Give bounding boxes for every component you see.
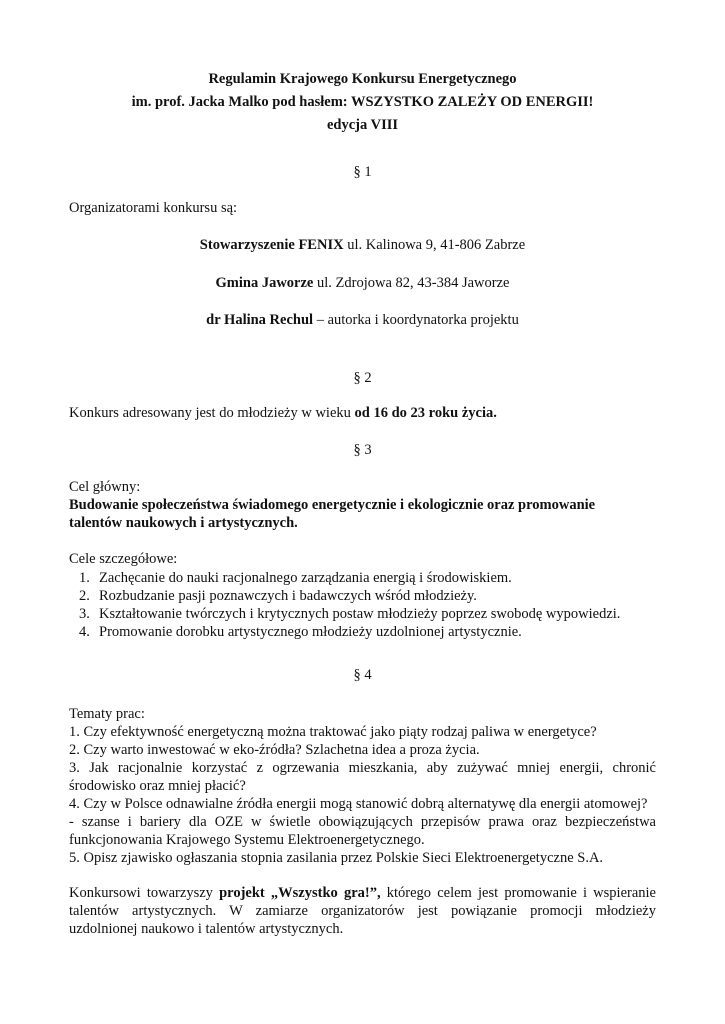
main-goal-label: Cel główny: bbox=[69, 479, 141, 495]
section-2-mark: § 2 bbox=[353, 370, 372, 386]
section-4-mark: § 4 bbox=[353, 667, 372, 683]
organizer-jaworze: Gmina Jaworze ul. Zdrojowa 82, 43-384 Jaworze bbox=[215, 275, 510, 291]
list-item: 4. Promowanie dorobku artystycznego młodzieży uzdolnionej artystycznie. bbox=[79, 624, 522, 640]
closing-line-3: uzdolnionej naukowo i talentów artystycznych. bbox=[69, 921, 344, 937]
main-goal-line-2: talentów naukowych i artystycznych. bbox=[69, 515, 298, 531]
topic-3-line-2: środowisko oraz mniej płacić? bbox=[69, 778, 246, 794]
section-3-mark: § 3 bbox=[353, 442, 372, 458]
topic-2: 2. Czy warto inwestować w eko-źródła? Szlachetna idea a proza życia. bbox=[69, 742, 480, 758]
detailed-goals-list bbox=[69, 569, 656, 641]
organizer-fenix: Stowarzyszenie FENIX ul. Kalinowa 9, 41-806 Zabrze bbox=[199, 237, 526, 253]
detailed-goals-label: Cele szczegółowe: bbox=[69, 551, 178, 567]
audience-text: Konkurs adresowany jest do młodzieży w wieku od 16 do 23 roku życia. bbox=[69, 405, 497, 421]
organizers-intro: Organizatorami konkursu są: bbox=[69, 200, 238, 216]
list-item: 1. Zachęcanie do nauki racjonalnego zarządzania energią i środowiskiem. bbox=[79, 570, 512, 586]
topic-5: 5. Opisz zjawisko ogłaszania stopnia zasilania przez Polskie Sieci Elektroenergetyczne S.A. bbox=[69, 850, 604, 866]
topic-4-line-1: 4. Czy w Polsce odnawialne źródła energii mogą stanowić dobrą alternatywę dla energii atomowej? bbox=[69, 796, 648, 812]
main-goal-line-1: Budowanie społeczeństwa świadomego energetycznie i ekologicznie oraz promowanie bbox=[69, 497, 596, 513]
topic-4-line-2: - szanse i bariery dla OZE w świetle obowiązujących przepisów prawa oraz bezpieczeństwa bbox=[69, 814, 656, 830]
topic-4-line-3: funkcjonowania Krajowego Systemu Elektroenergetycznego. bbox=[69, 832, 425, 848]
title-line-2: im. prof. Jacka Malko pod hasłem: WSZYSTKO ZALEŻY OD ENERGII! bbox=[131, 94, 594, 110]
list-item: 2. Rozbudzanie pasji poznawczych i badawczych wśród młodzieży. bbox=[79, 588, 477, 604]
topics-label: Tematy prac: bbox=[69, 706, 145, 722]
title-line-1: Regulamin Krajowego Konkursu Energetycznego bbox=[208, 71, 517, 87]
list-item: 3. Kształtowanie twórczych i krytycznych postaw młodzieży poprzez swobodę wypowiedzi. bbox=[79, 606, 621, 622]
topic-3-line-1: 3. Jak racjonalnie korzystać z ogrzewania mieszkania, aby zużywać mniej energii, chronić bbox=[69, 760, 656, 776]
closing-line-1: Konkursowi towarzyszy projekt „Wszystko gra!”, którego celem jest promowanie i wspieranie bbox=[69, 885, 656, 901]
title-line-3: edycja VIII bbox=[326, 117, 399, 133]
closing-line-2: talentów artystycznych. W zamiarze organizatorów jest powiązanie promocji młodzieży bbox=[69, 903, 656, 919]
section-1-mark: § 1 bbox=[353, 164, 372, 180]
topic-1: 1. Czy efektywność energetyczną można traktować jako piąty rodzaj paliwa w energetyce? bbox=[69, 724, 597, 740]
organizer-rechul: dr Halina Rechul – autorka i koordynatorka projektu bbox=[206, 312, 519, 328]
